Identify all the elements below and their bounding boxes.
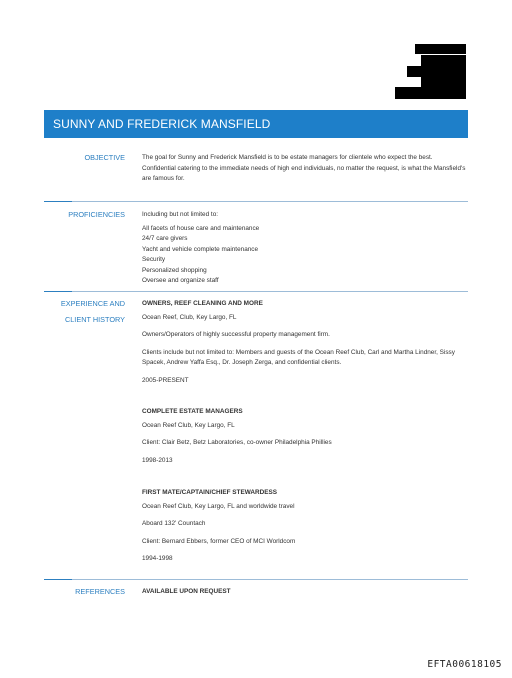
references-section	[44, 584, 468, 604]
job-dates: 1994-1998	[142, 555, 173, 562]
job-location: Ocean Reef Club, Key Largo, FL	[142, 421, 235, 429]
job-entry	[142, 299, 468, 386]
objective-section	[44, 150, 468, 194]
job-entry	[142, 488, 468, 565]
redaction-block	[407, 66, 466, 77]
list-item: Security	[142, 256, 166, 263]
experience-label-line1: EXPERIENCE AND	[60, 299, 125, 308]
page-title: SUNNY AND FREDERICK MANSFIELD	[53, 117, 271, 131]
job-clients: Client: Clair Betz, Betz Laboratories, co-owner Philadelphia Phillies	[142, 439, 332, 446]
job-vessel: Aboard 132' Countach	[142, 520, 206, 527]
proficiencies-list	[142, 210, 468, 287]
list-item: Personalized shopping	[142, 266, 207, 274]
experience-section	[44, 296, 468, 576]
experience-label	[44, 296, 125, 328]
experience-label-line2: CLIENT HISTORY	[64, 315, 125, 324]
job-title: FIRST MATE/CAPTAIN/CHIEF STEWARDESS	[142, 489, 278, 496]
references-text: AVAILABLE UPON REQUEST	[142, 588, 231, 595]
list-item: Oversee and organize staff	[142, 277, 219, 284]
section-divider	[44, 291, 468, 292]
objective-text: The goal for Sunny and Frederick Mansfield is to be estate managers for clientele who expect the best. Confidential catering to the immediate needs of high end individuals, no matter the request, is what the Mansfield's are famous for.	[142, 154, 466, 182]
job-location: Ocean Reef, Club, Key Largo, FL	[142, 313, 237, 321]
job-clients: Client: Bernard Ebbers, former CEO of MCI Worldcom	[142, 537, 296, 545]
proficiencies-section	[44, 207, 468, 287]
job-clients: Clients include but not limited to: Members and guests of the Ocean Reef Club, Carl and Martha Lindner, Sissy Spacek, Andrew Yaffa Esq., Dr. Joseph Zerga, and confidential clients.	[142, 348, 455, 366]
section-divider	[44, 579, 468, 580]
job-entry	[142, 407, 468, 466]
job-title: COMPLETE ESTATE MANAGERS	[142, 408, 243, 415]
redaction-block	[395, 87, 466, 99]
title-banner	[44, 110, 468, 138]
section-divider	[44, 201, 468, 202]
list-item: Yacht and vehicle complete maintenance	[142, 245, 259, 253]
references-label: REFERENCES	[75, 587, 125, 596]
list-item: All facets of house care and maintenance	[142, 224, 260, 232]
document-stamp: EFTA00618105	[427, 659, 502, 670]
proficiencies-intro: Including but not limited to:	[142, 211, 219, 218]
list-item: 24/7 care givers	[142, 235, 188, 242]
job-dates: 1998-2013	[142, 456, 173, 464]
objective-label: OBJECTIVE	[84, 153, 125, 162]
redaction-block	[421, 77, 466, 87]
job-dates: 2005-PRESENT	[142, 376, 189, 384]
proficiencies-label: PROFICIENCIES	[68, 210, 125, 219]
job-title: OWNERS, REEF CLEANING AND MORE	[142, 300, 263, 307]
redaction-block	[421, 55, 466, 66]
job-location: Ocean Reef Club, Key Largo, FL and worldwide travel	[142, 502, 295, 510]
redaction-block	[415, 44, 466, 54]
job-description: Owners/Operators of highly successful property management firm.	[142, 331, 330, 338]
